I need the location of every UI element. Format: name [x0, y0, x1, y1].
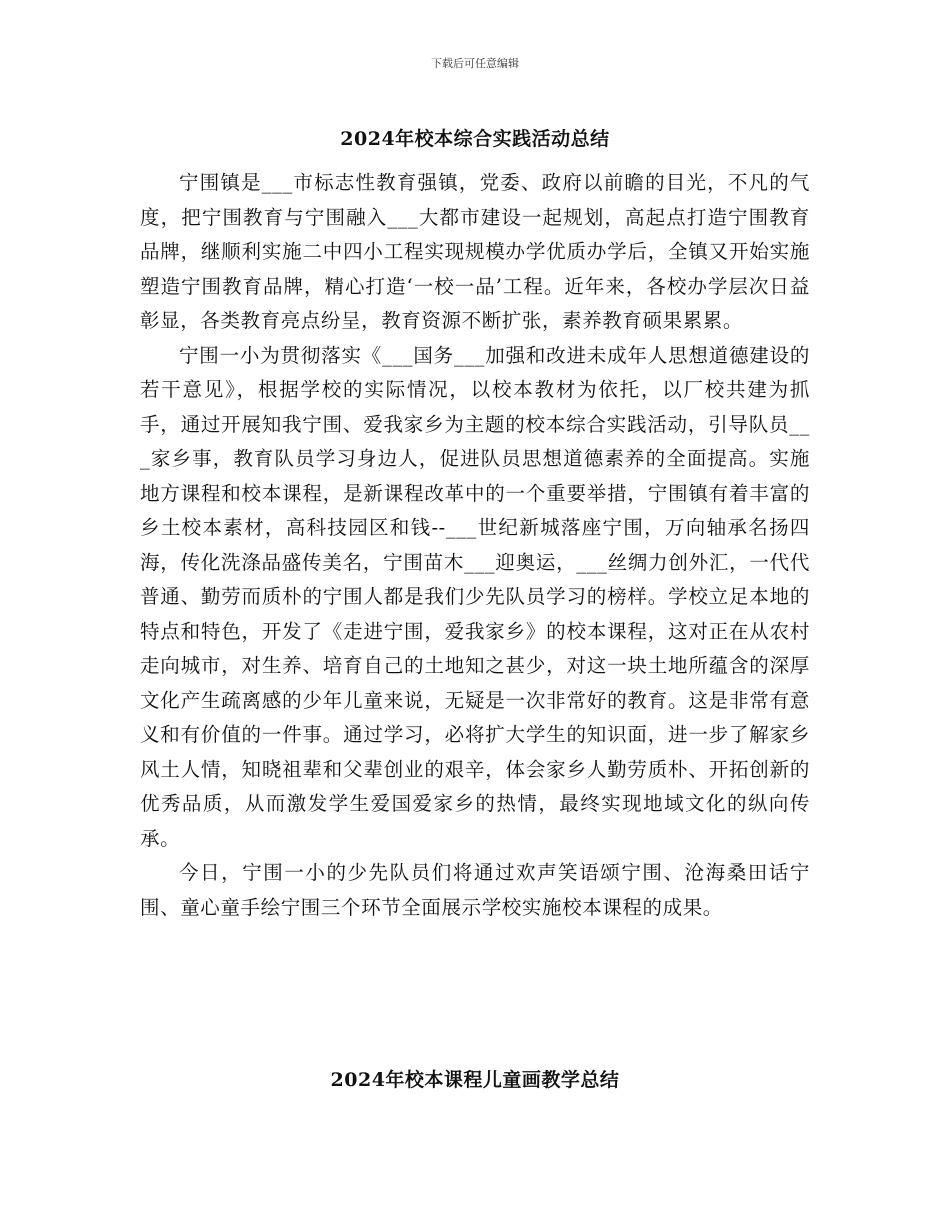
header-note: 下载后可任意编辑 [431, 57, 519, 70]
section-title: 2024年校本课程儿童画教学总结 [330, 1069, 620, 1091]
paragraph-3: 今日，宁围一小的少先队员们将通过欢声笑语颂宁围、沧海桑田话宁围、童心童手绘宁围三个环节全面展示学校实施校本课程的成果。 [140, 861, 810, 919]
paragraph-1: 宁围镇是___市标志性教育强镇，党委、政府以前瞻的目光，不凡的气度，把宁围教育与宁围融入___大都市建设一起规划，高起点打造宁围教育品牌，继顺利实施二中四小工程实现规模办学优质办学后，全镇又开始实施塑造宁围教育品牌，精心打造‘一校一品’工程。近年来，各校办学层次日益彰显，各类教育亮点纷呈，教育资源不断扩张，素养教育硕果累累。 [140, 171, 810, 332]
document-title: 2024年校本综合实践活动总结 [340, 128, 610, 150]
document-body [140, 166, 810, 925]
paragraph-2: 宁围一小为贯彻落实《___国务___加强和改进未成年人思想道德建设的若干意见》，根据学校的实际情况，以校本教材为依托，以厂校共建为抓手，通过开展知我宁围、爱我家乡为主题的校本综合实践活动，引导队员___家乡事，教育队员学习身边人，促进队员思想道德素养的全面提高。实施地方课程和校本课程，是新课程改革中的一个重要举措，宁围镇有着丰富的乡土校本素材，高科技园区和钱--___世纪新城落座宁围，万向轴承名扬四海，传化洗涤品盛传美名，宁围苗木___迎奥运，___丝绸力创外汇，一代代普通、勤劳而质朴的宁围人都是我们少先队员学习的榜样。学校立足本地的特点和特色，开发了《走进宁围，爱我家乡》的校本课程，这对正在从农村走向城市，对生养、培育自己的土地知之甚少，对这一块土地所蕴含的深厚文化产生疏离感的少年儿童来说，无疑是一次非常好的教育。这是非常有意义和有价值的一件事。通过学习，必将扩大学生的知识面，进一步了解家乡风土人情，知晓祖辈和父辈创业的艰辛，体会家乡人勤劳质朴、开拓创新的优秀品质，从而激发学生爱国爱家乡的热情，最终实现地域文化的纵向传承。 [140, 343, 810, 850]
